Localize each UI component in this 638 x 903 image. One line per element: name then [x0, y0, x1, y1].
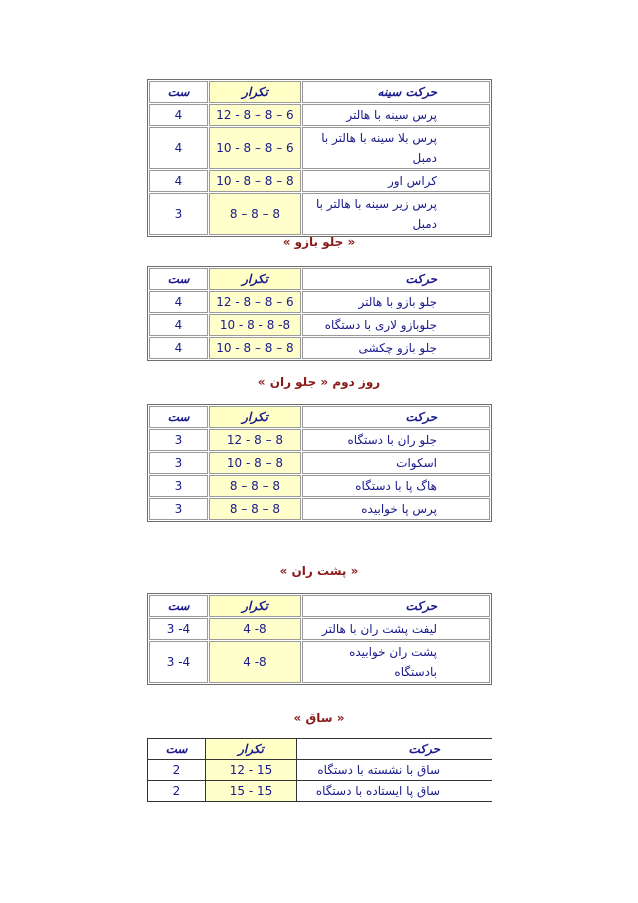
sets-cell: 2 — [147, 760, 206, 781]
table-row — [149, 618, 490, 640]
header-sets: ست — [149, 595, 208, 617]
exercise-cell: ساق با نشسته با دستگاه — [297, 760, 492, 781]
sets-cell: 4 — [149, 104, 208, 126]
reps-cell: 8 – 8 – 8 — [209, 498, 301, 520]
reps-cell: 10 - 8 – 8 – 6 — [209, 127, 301, 169]
table-row — [149, 170, 490, 192]
table-row — [147, 781, 492, 802]
chest-table — [147, 79, 492, 237]
header-exercise: حرکت — [302, 406, 490, 428]
exercise-cell: جلو ران با دستگاه — [302, 429, 490, 451]
reps-cell: 10 - 8 – 8 – 8 — [209, 337, 301, 359]
sets-cell: 3 — [149, 498, 208, 520]
sets-cell: 4 — [149, 170, 208, 192]
table-row — [149, 641, 490, 683]
reps-cell: 12 - 15 — [206, 760, 297, 781]
table-row — [149, 452, 490, 474]
exercise-cell: پرس پا خوابیده — [302, 498, 490, 520]
table-row — [149, 127, 490, 169]
table-header-row — [149, 406, 490, 428]
sets-cell: 3 — [149, 429, 208, 451]
sets-cell: 2 — [147, 781, 206, 802]
table-row — [147, 760, 492, 781]
header-reps: تکرار — [209, 81, 301, 103]
exercise-cell: هاگ پا با دستگاه — [302, 475, 490, 497]
reps-cell: 10 - 8 – 8 – 8 — [209, 170, 301, 192]
header-exercise: حرکت سینه — [302, 81, 490, 103]
sets-cell: 4 — [149, 314, 208, 336]
header-exercise: حرکت — [302, 595, 490, 617]
calf-table — [147, 738, 492, 802]
reps-cell: 4 -8 — [209, 641, 301, 683]
sets-cell: 3 -4 — [149, 618, 208, 640]
exercise-cell: پرس زیر سینه با هالتر با دمبل — [302, 193, 490, 235]
exercise-cell: جلو بازو چکشی — [302, 337, 490, 359]
exercise-cell: ساق پا ایستاده با دستگاه — [297, 781, 492, 802]
sets-cell: 4 — [149, 291, 208, 313]
exercise-cell: جلوبازو لاری با دستگاه — [302, 314, 490, 336]
reps-cell: 10 - 8 – 8 — [209, 452, 301, 474]
biceps-table — [147, 266, 492, 361]
reps-cell: 12 - 8 – 8 – 6 — [209, 291, 301, 313]
section-title-calf: « ساق » — [293, 711, 345, 725]
sets-cell: 4 — [149, 127, 208, 169]
table-row — [149, 104, 490, 126]
table-header-row — [147, 738, 492, 760]
table-row — [149, 314, 490, 336]
table-row — [149, 337, 490, 359]
header-exercise: حرکت — [297, 738, 492, 760]
header-sets: ست — [149, 81, 208, 103]
reps-cell: 12 - 8 – 8 — [209, 429, 301, 451]
reps-cell: 8 – 8 – 8 — [209, 475, 301, 497]
exercise-cell: اسکوات — [302, 452, 490, 474]
header-reps: تکرار — [209, 595, 301, 617]
table-row — [149, 498, 490, 520]
hamstring-table — [147, 593, 492, 685]
table-header-row — [149, 268, 490, 290]
sets-cell: 3 -4 — [149, 641, 208, 683]
reps-cell: 10 - 8 - 8 -8 — [209, 314, 301, 336]
exercise-cell: پرس سینه با هالتر — [302, 104, 490, 126]
exercise-cell: پرس بلا سینه با هالتر با دمبل — [302, 127, 490, 169]
sets-cell: 3 — [149, 193, 208, 235]
reps-cell: 15 - 15 — [206, 781, 297, 802]
section-title-day2-thigh: روز دوم « جلو ران » — [257, 375, 381, 389]
table-row — [149, 475, 490, 497]
reps-cell: 8 – 8 – 8 — [209, 193, 301, 235]
header-sets: ست — [147, 738, 206, 760]
section-title-biceps: « جلو بازو » — [282, 235, 356, 249]
quads-table — [147, 404, 492, 522]
sets-cell: 3 — [149, 475, 208, 497]
table-row — [149, 193, 490, 235]
exercise-cell: کراس اور — [302, 170, 490, 192]
table-row — [149, 291, 490, 313]
exercise-cell: جلو بازو با هالتر — [302, 291, 490, 313]
sets-cell: 4 — [149, 337, 208, 359]
table-header-row — [149, 81, 490, 103]
header-reps: تکرار — [206, 738, 297, 760]
reps-cell: 4 -8 — [209, 618, 301, 640]
exercise-cell: لیفت پشت ران با هالتر — [302, 618, 490, 640]
header-sets: ست — [149, 268, 208, 290]
header-reps: تکرار — [209, 406, 301, 428]
sets-cell: 3 — [149, 452, 208, 474]
table-row — [149, 429, 490, 451]
header-sets: ست — [149, 406, 208, 428]
reps-cell: 12 - 8 – 8 – 6 — [209, 104, 301, 126]
header-reps: تکرار — [209, 268, 301, 290]
header-exercise: حرکت — [302, 268, 490, 290]
exercise-cell: پشت ران خوابیده بادستگاه — [302, 641, 490, 683]
table-header-row — [149, 595, 490, 617]
section-title-hamstring: « پشت ران » — [279, 564, 359, 578]
